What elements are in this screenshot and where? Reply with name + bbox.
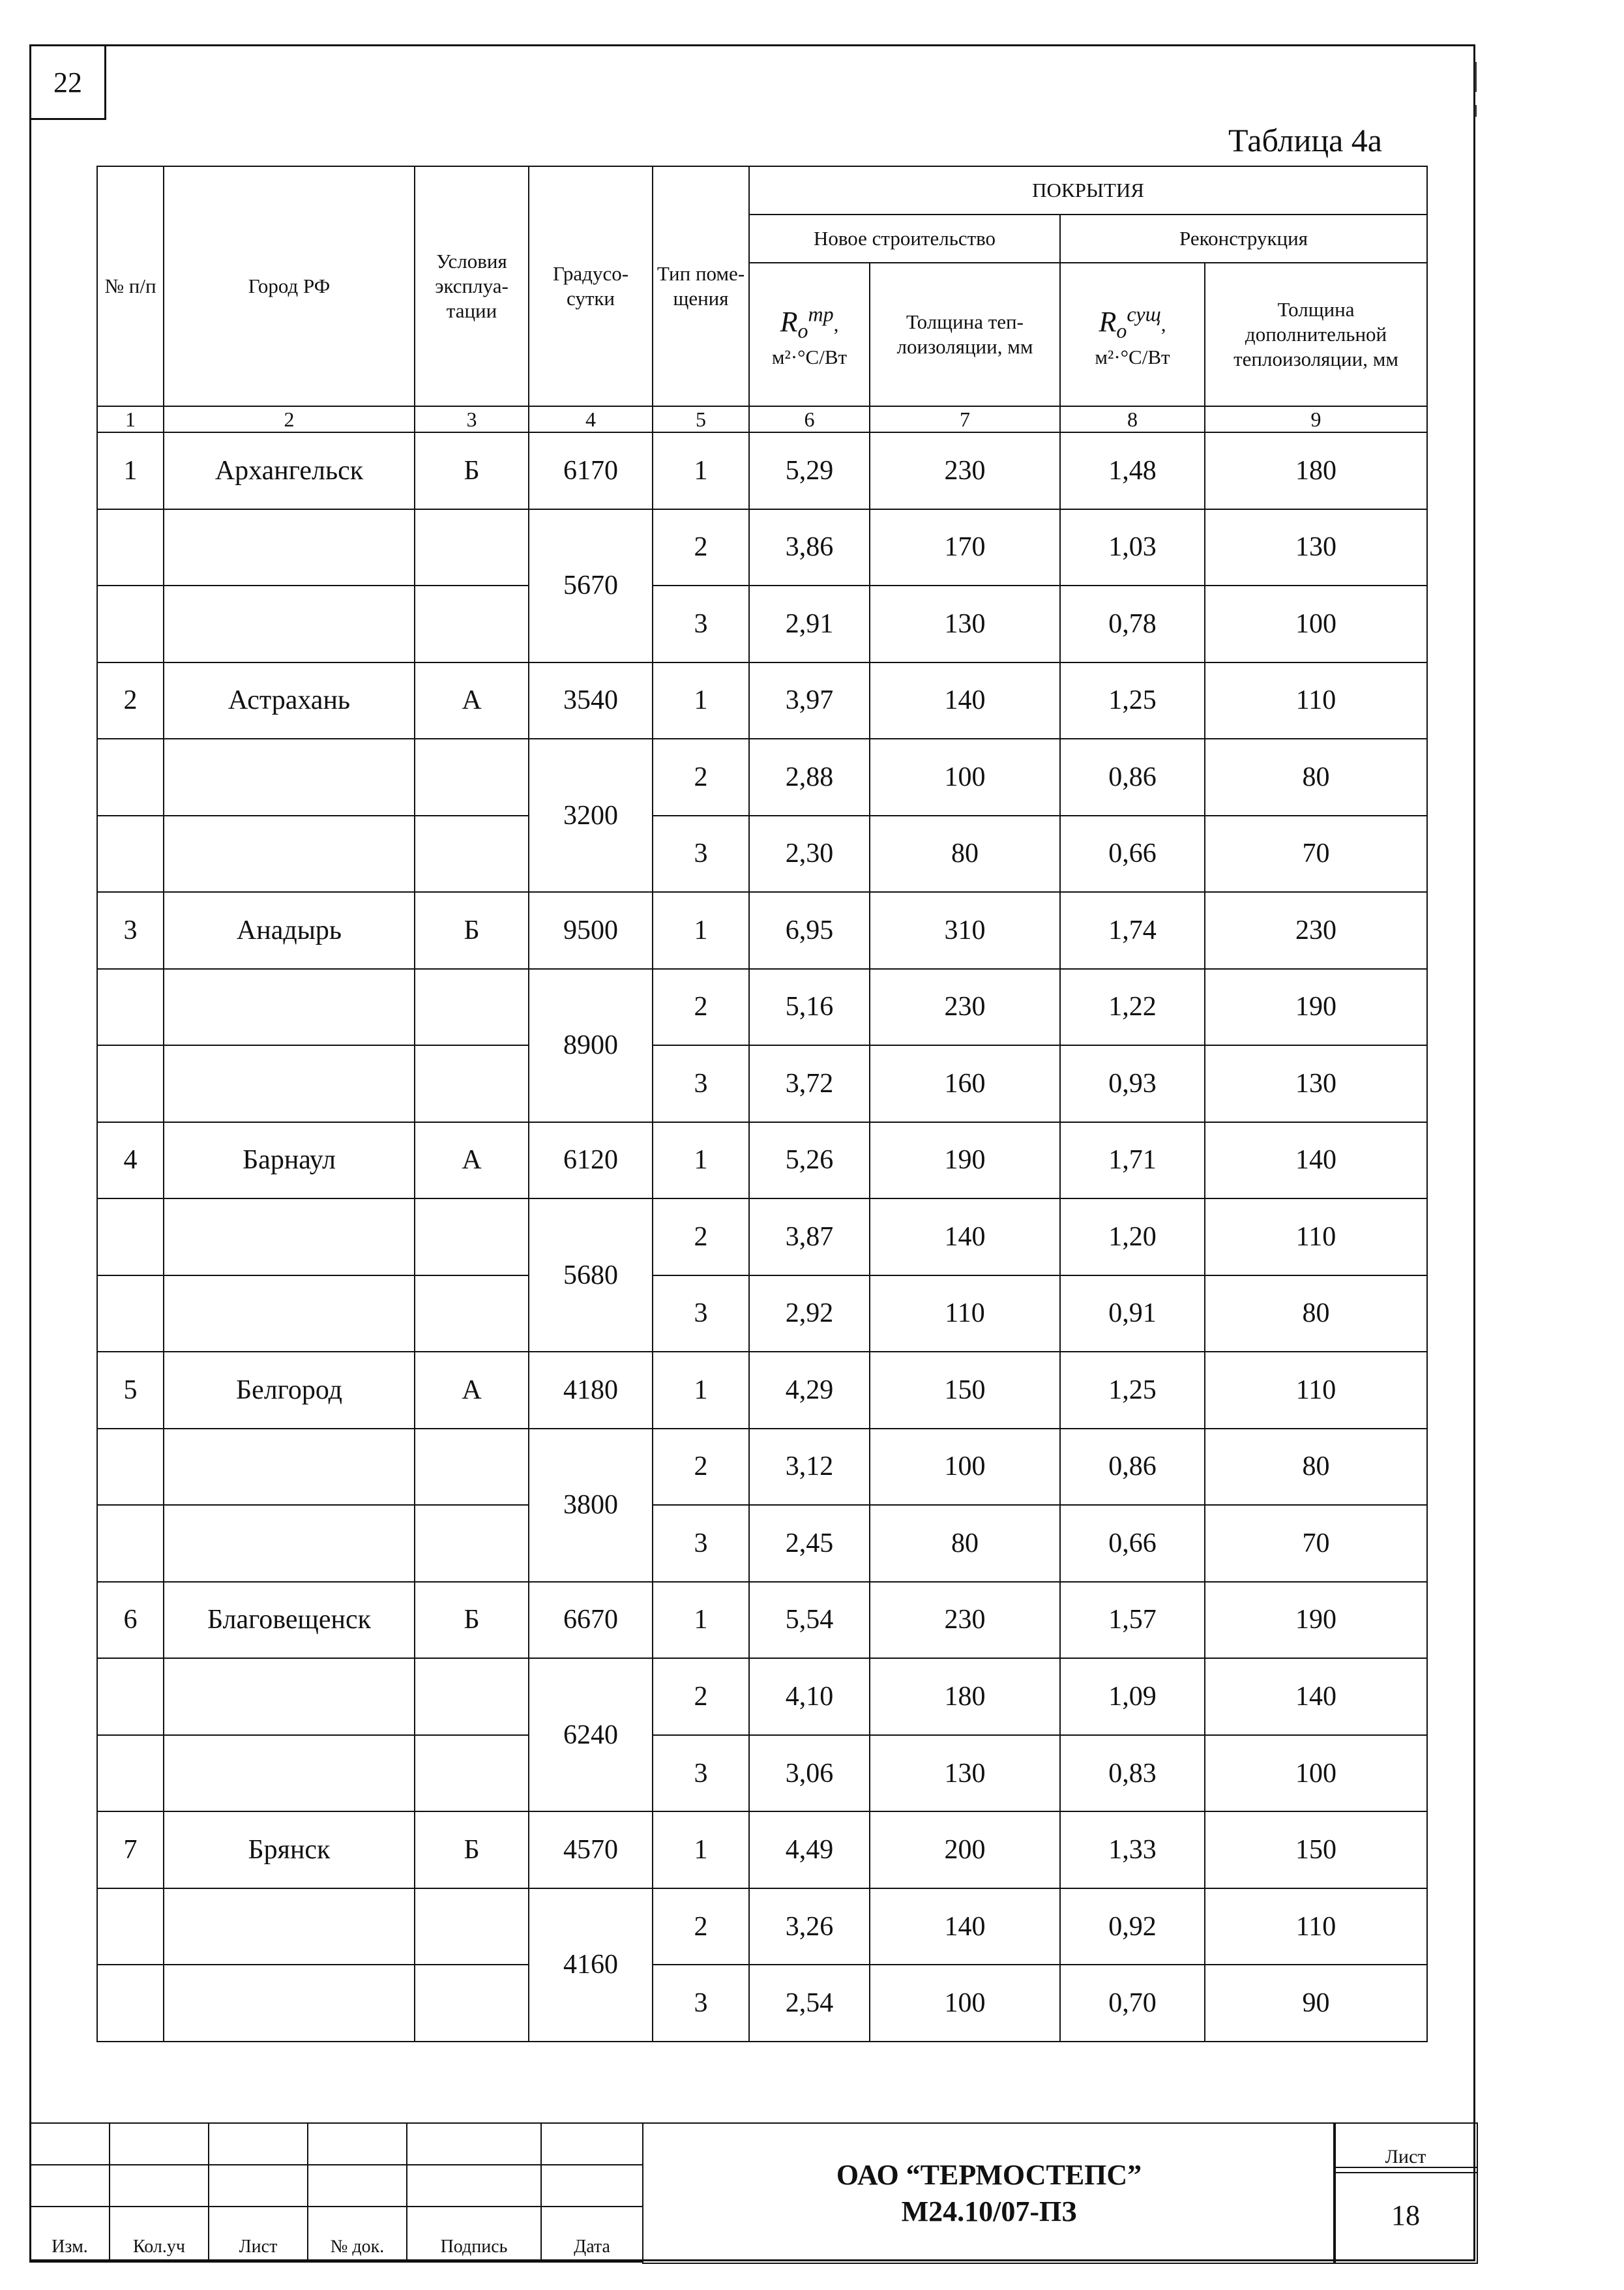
header-new-construction: Новое строительство (749, 215, 1060, 263)
table-row (97, 1045, 1427, 1122)
table-row (97, 1275, 1427, 1352)
room-type: 1 (653, 1582, 749, 1659)
table-row (97, 1505, 1427, 1582)
table-row (97, 739, 1427, 816)
room-type: 2 (653, 1658, 749, 1735)
ro-existing: 0,70 (1060, 1965, 1205, 2042)
room-type: 2 (653, 1888, 749, 1965)
operating-conditions: Б (415, 1811, 529, 1888)
room-type: 1 (653, 1122, 749, 1199)
room-type: 1 (653, 432, 749, 509)
city-name (164, 1658, 415, 1735)
operating-conditions: Б (415, 892, 529, 969)
additional-thickness: 140 (1205, 1658, 1427, 1735)
ro-existing: 0,66 (1060, 1505, 1205, 1582)
new-thickness: 140 (870, 1888, 1060, 1965)
new-thickness: 310 (870, 892, 1060, 969)
city-name: Анадырь (164, 892, 415, 969)
degree-days: 3540 (529, 662, 653, 739)
row-number (97, 1888, 164, 1965)
ro-existing: 0,92 (1060, 1888, 1205, 1965)
city-name (164, 1198, 415, 1275)
city-name (164, 586, 415, 662)
degree-days: 5680 (529, 1198, 653, 1352)
ro-existing: 0,78 (1060, 586, 1205, 662)
row-number (97, 816, 164, 893)
table-row (97, 432, 1427, 509)
room-type: 3 (653, 1505, 749, 1582)
ro-existing: 1,09 (1060, 1658, 1205, 1735)
new-thickness: 80 (870, 816, 1060, 893)
new-thickness: 190 (870, 1122, 1060, 1199)
room-type: 2 (653, 1429, 749, 1506)
ro-required: 3,72 (749, 1045, 870, 1122)
header-group: ПОКРЫТИЯ (749, 166, 1427, 215)
title-block-label: Дата (541, 2207, 643, 2262)
table-row (97, 1965, 1427, 2042)
row-number: 4 (97, 1122, 164, 1199)
row-number: 7 (97, 1811, 164, 1888)
city-name: Барнаул (164, 1122, 415, 1199)
ro-required: 2,30 (749, 816, 870, 893)
degree-days: 8900 (529, 969, 653, 1122)
room-type: 3 (653, 586, 749, 662)
new-thickness: 150 (870, 1352, 1060, 1429)
row-number: 2 (97, 662, 164, 739)
title-block-label: № док. (308, 2207, 407, 2262)
ro-required: 5,29 (749, 432, 870, 509)
col-number: 4 (529, 406, 653, 432)
degree-days: 6120 (529, 1122, 653, 1199)
additional-thickness: 90 (1205, 1965, 1427, 2042)
operating-conditions (415, 586, 529, 662)
ro-required-unit: м²·°С/Вт (771, 345, 848, 368)
city-name (164, 1505, 415, 1582)
col-number: 8 (1060, 406, 1205, 432)
ro-required: 4,49 (749, 1811, 870, 1888)
table-row (97, 1352, 1427, 1429)
city-name: Астрахань (164, 662, 415, 739)
header-new-thickness: Толщина теп-лоизоляции, мм (870, 263, 1060, 406)
header-room-type: Тип поме-щения (653, 166, 749, 406)
ro-existing: 0,91 (1060, 1275, 1205, 1352)
row-number (97, 509, 164, 586)
table-row (97, 1429, 1427, 1506)
additional-thickness: 230 (1205, 892, 1427, 969)
ro-existing: 0,86 (1060, 739, 1205, 816)
new-thickness: 230 (870, 969, 1060, 1046)
city-name (164, 1888, 415, 1965)
ro-required: 5,16 (749, 969, 870, 1046)
ro-existing-symbol: $R_o^{сущ}$ (1099, 302, 1161, 342)
new-thickness: 100 (870, 739, 1060, 816)
page-number: 22 (29, 44, 106, 120)
ro-existing: 0,93 (1060, 1045, 1205, 1122)
col-number: 5 (653, 406, 749, 432)
room-type: 1 (653, 1811, 749, 1888)
table-row (97, 586, 1427, 662)
data-table (96, 166, 1428, 2042)
room-type: 2 (653, 969, 749, 1046)
operating-conditions: А (415, 1352, 529, 1429)
new-thickness: 170 (870, 509, 1060, 586)
operating-conditions (415, 969, 529, 1046)
doc-code: М24.10/07-ПЗ (901, 2195, 1077, 2227)
ro-required: 3,12 (749, 1429, 870, 1506)
ro-existing: 0,66 (1060, 816, 1205, 893)
edge-marks (1475, 62, 1481, 140)
table-row (97, 1811, 1427, 1888)
header-city: Город РФ (164, 166, 415, 406)
edge-mark (1475, 62, 1477, 92)
degree-days: 4180 (529, 1352, 653, 1429)
operating-conditions (415, 1275, 529, 1352)
title-block-label: Лист (209, 2207, 308, 2262)
ro-existing-unit: м²·°С/Вт (1095, 345, 1170, 368)
ro-existing: 1,74 (1060, 892, 1205, 969)
table-row (97, 816, 1427, 893)
city-name (164, 1045, 415, 1122)
header-ro-existing: $R_o^{сущ}$, м²·°С/Вт (1060, 263, 1205, 406)
room-type: 1 (653, 1352, 749, 1429)
additional-thickness: 190 (1205, 969, 1427, 1046)
ro-existing: 1,22 (1060, 969, 1205, 1046)
row-number (97, 1045, 164, 1122)
additional-thickness: 100 (1205, 1735, 1427, 1812)
room-type: 2 (653, 1198, 749, 1275)
additional-thickness: 70 (1205, 816, 1427, 893)
table-row (97, 509, 1427, 586)
header-degree-days: Градусо-сутки (529, 166, 653, 406)
header-ro-required: $R_o^{тр}$, м²·°С/Вт (749, 263, 870, 406)
new-thickness: 200 (870, 1811, 1060, 1888)
ro-required: 2,88 (749, 739, 870, 816)
ro-required-symbol: $R_o^{тр}$ (780, 302, 834, 342)
table-row (97, 1582, 1427, 1659)
title-block-label: Изм. (30, 2207, 110, 2262)
additional-thickness: 140 (1205, 1122, 1427, 1199)
ro-required: 3,86 (749, 509, 870, 586)
operating-conditions (415, 1429, 529, 1506)
operating-conditions: А (415, 662, 529, 739)
ro-required: 6,95 (749, 892, 870, 969)
operating-conditions (415, 1505, 529, 1582)
operating-conditions (415, 509, 529, 586)
operating-conditions: Б (415, 432, 529, 509)
operating-conditions (415, 1735, 529, 1812)
table-row (97, 1658, 1427, 1735)
city-name: Архангельск (164, 432, 415, 509)
col-number: 9 (1205, 406, 1427, 432)
operating-conditions (415, 1045, 529, 1122)
new-thickness: 180 (870, 1658, 1060, 1735)
ro-required: 5,26 (749, 1122, 870, 1199)
room-type: 3 (653, 1275, 749, 1352)
operating-conditions (415, 1658, 529, 1735)
col-number: 6 (749, 406, 870, 432)
ro-existing: 1,33 (1060, 1811, 1205, 1888)
additional-thickness: 80 (1205, 1429, 1427, 1506)
ro-existing: 1,71 (1060, 1122, 1205, 1199)
degree-days: 3800 (529, 1429, 653, 1582)
additional-thickness: 130 (1205, 1045, 1427, 1122)
ro-existing: 1,25 (1060, 1352, 1205, 1429)
row-number: 6 (97, 1582, 164, 1659)
ro-existing: 0,83 (1060, 1735, 1205, 1812)
additional-thickness: 80 (1205, 739, 1427, 816)
ro-required: 3,06 (749, 1735, 870, 1812)
header-conditions: Условия эксплуа-тации (415, 166, 529, 406)
city-name (164, 739, 415, 816)
room-type: 1 (653, 662, 749, 739)
table-row (97, 1888, 1427, 1965)
city-name (164, 1429, 415, 1506)
row-number (97, 1198, 164, 1275)
degree-days: 4570 (529, 1811, 653, 1888)
row-number (97, 1735, 164, 1812)
room-type: 2 (653, 509, 749, 586)
room-type: 3 (653, 1735, 749, 1812)
new-thickness: 140 (870, 1198, 1060, 1275)
ro-required: 2,54 (749, 1965, 870, 2042)
additional-thickness: 180 (1205, 432, 1427, 509)
city-name: Белгород (164, 1352, 415, 1429)
title-block-grid (29, 2122, 643, 2263)
ro-existing: 1,20 (1060, 1198, 1205, 1275)
column-number-row (97, 406, 1427, 432)
table-row (97, 1122, 1427, 1199)
table-row (97, 969, 1427, 1046)
table-row (97, 662, 1427, 739)
operating-conditions (415, 816, 529, 893)
city-name: Брянск (164, 1811, 415, 1888)
city-name (164, 509, 415, 586)
new-thickness: 100 (870, 1965, 1060, 2042)
ro-required: 4,29 (749, 1352, 870, 1429)
additional-thickness: 100 (1205, 586, 1427, 662)
title-block (29, 2122, 1475, 2261)
table-title: Таблица 4а (1228, 122, 1382, 158)
edge-mark (1475, 105, 1477, 117)
row-number (97, 1658, 164, 1735)
ro-existing: 1,48 (1060, 432, 1205, 509)
ro-required: 3,97 (749, 662, 870, 739)
city-name (164, 816, 415, 893)
room-type: 1 (653, 892, 749, 969)
new-thickness: 140 (870, 662, 1060, 739)
ro-required: 4,10 (749, 1658, 870, 1735)
new-thickness: 110 (870, 1275, 1060, 1352)
city-name (164, 1275, 415, 1352)
header-num: № п/п (97, 166, 164, 406)
additional-thickness: 80 (1205, 1275, 1427, 1352)
city-name: Благовещенск (164, 1582, 415, 1659)
city-name (164, 1735, 415, 1812)
city-name (164, 969, 415, 1046)
row-number (97, 1275, 164, 1352)
operating-conditions: А (415, 1122, 529, 1199)
degree-days: 6670 (529, 1582, 653, 1659)
new-thickness: 80 (870, 1505, 1060, 1582)
table-row (97, 1735, 1427, 1812)
additional-thickness: 110 (1205, 1198, 1427, 1275)
ro-required: 3,26 (749, 1888, 870, 1965)
ro-existing: 1,57 (1060, 1582, 1205, 1659)
degree-days: 9500 (529, 892, 653, 969)
row-number (97, 1965, 164, 2042)
operating-conditions (415, 1965, 529, 2042)
new-thickness: 230 (870, 432, 1060, 509)
table-body (97, 432, 1427, 2042)
degree-days: 6170 (529, 432, 653, 509)
degree-days: 4160 (529, 1888, 653, 2042)
title-block-label: Кол.уч (110, 2207, 209, 2262)
city-name (164, 1965, 415, 2042)
table-row (97, 892, 1427, 969)
ro-required: 3,87 (749, 1198, 870, 1275)
header-add-thickness: Толщина дополнительной теплоизоляции, мм (1205, 263, 1427, 406)
operating-conditions (415, 1888, 529, 1965)
room-type: 3 (653, 1965, 749, 2042)
org-name: ОАО “ТЕРМОСТЕПС” (836, 2158, 1142, 2191)
additional-thickness: 130 (1205, 509, 1427, 586)
sheet-label: Лист (1333, 2122, 1478, 2173)
degree-days: 6240 (529, 1658, 653, 1811)
new-thickness: 130 (870, 1735, 1060, 1812)
row-number (97, 739, 164, 816)
table-row (97, 1198, 1427, 1275)
col-number: 3 (415, 406, 529, 432)
room-type: 3 (653, 816, 749, 893)
sheet-number: 18 (1333, 2167, 1478, 2264)
room-type: 3 (653, 1045, 749, 1122)
row-number: 3 (97, 892, 164, 969)
new-thickness: 230 (870, 1582, 1060, 1659)
new-thickness: 100 (870, 1429, 1060, 1506)
operating-conditions (415, 739, 529, 816)
ro-required: 2,92 (749, 1275, 870, 1352)
row-number (97, 1505, 164, 1582)
additional-thickness: 150 (1205, 1811, 1427, 1888)
additional-thickness: 110 (1205, 662, 1427, 739)
row-number (97, 586, 164, 662)
col-number: 7 (870, 406, 1060, 432)
additional-thickness: 190 (1205, 1582, 1427, 1659)
additional-thickness: 110 (1205, 1888, 1427, 1965)
degree-days: 5670 (529, 509, 653, 662)
new-thickness: 130 (870, 586, 1060, 662)
ro-existing: 0,86 (1060, 1429, 1205, 1506)
title-block-org (642, 2122, 1336, 2264)
new-thickness: 160 (870, 1045, 1060, 1122)
row-number (97, 1429, 164, 1506)
ro-required: 2,91 (749, 586, 870, 662)
additional-thickness: 70 (1205, 1505, 1427, 1582)
row-number: 1 (97, 432, 164, 509)
ro-required: 2,45 (749, 1505, 870, 1582)
ro-existing: 1,25 (1060, 662, 1205, 739)
header-reconstruction: Реконструкция (1060, 215, 1427, 263)
degree-days: 3200 (529, 739, 653, 892)
title-block-label: Подпись (407, 2207, 541, 2262)
col-number: 2 (164, 406, 415, 432)
additional-thickness: 110 (1205, 1352, 1427, 1429)
col-number: 1 (97, 406, 164, 432)
room-type: 2 (653, 739, 749, 816)
row-number (97, 969, 164, 1046)
ro-required: 5,54 (749, 1582, 870, 1659)
row-number: 5 (97, 1352, 164, 1429)
operating-conditions: Б (415, 1582, 529, 1659)
operating-conditions (415, 1198, 529, 1275)
ro-existing: 1,03 (1060, 509, 1205, 586)
